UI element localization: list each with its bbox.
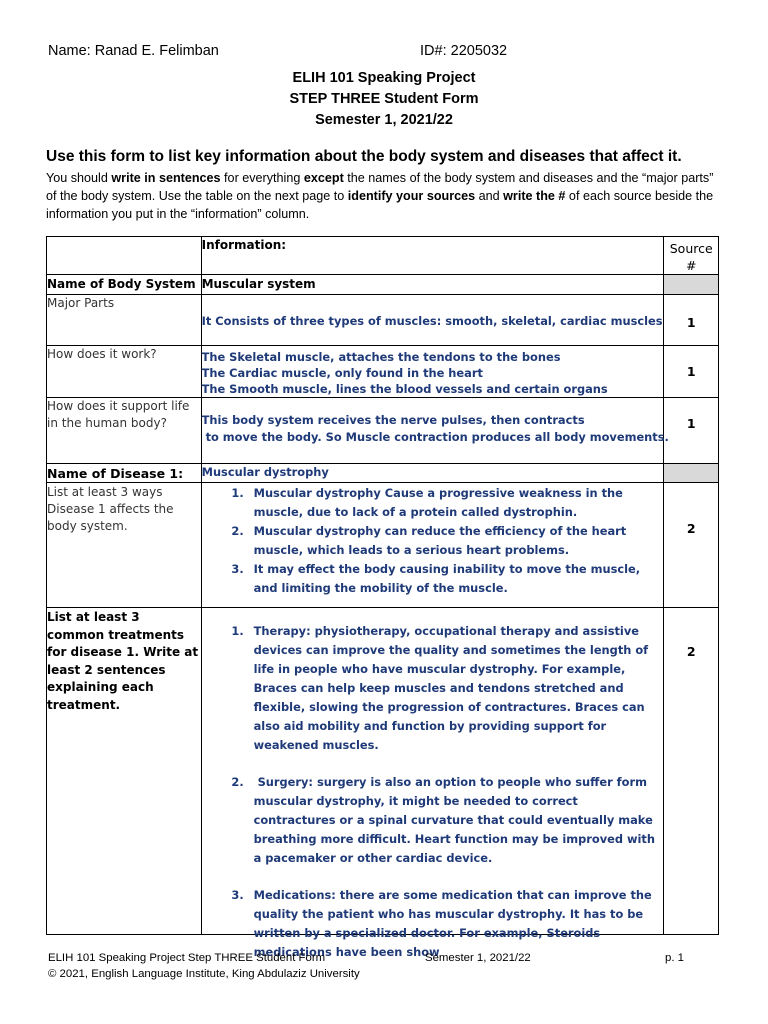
- support-line: This body system receives the nerve pulses, then contracts: [201, 412, 585, 427]
- list-item: 2. Surgery: surgery is also an option to people who suffer form muscular dystrophy, it might be needed to correct contractures or a spinal curvature that could eventually make breathing more difficult. Heart function may be improved with a pacemaker or other cardiac device.: [248, 773, 664, 868]
- major-parts-source: 1: [664, 294, 719, 345]
- how-work-info: [201, 345, 664, 397]
- doc-title-line1: ELIH 101 Speaking Project: [292, 70, 476, 86]
- table-row: [47, 463, 719, 483]
- list-item: 1. Muscular dystrophy Cause a progressive weakness in the muscle, due to lack of a protein called dystrophin.: [248, 484, 664, 522]
- footer-form-name: ELIH 101 Speaking Project Step THREE Student Form: [48, 952, 326, 964]
- table-row: [47, 608, 719, 935]
- source-shaded-cell: [664, 275, 719, 295]
- major-parts-label: Major Parts: [47, 294, 202, 345]
- doc-title-line2: STEP THREE Student Form: [289, 91, 479, 107]
- table-row: [47, 345, 719, 397]
- student-name: Name: Ranad E. Felimban: [48, 43, 219, 59]
- support-label: How does it support life in the human body?: [47, 397, 202, 463]
- major-parts-info: It Consists of three types of muscles: smooth, skeletal, cardiac muscles: [201, 294, 664, 345]
- support-source: 1: [664, 397, 719, 463]
- treatments-source: 2: [664, 608, 719, 935]
- how-work-line: The Skeletal muscle, attaches the tendons to the bones: [201, 349, 561, 364]
- footer-semester: Semester 1, 2021/22: [425, 952, 531, 964]
- treatments-list: [202, 622, 664, 962]
- list-item: 1. Therapy: physiotherapy, occupational therapy and assistive devices can improve the quality and sometimes the length of life in people who have muscular dystrophy. For example, Braces can help keep muscles and tendons stretched and flexible, slowing the progression of contractures. Braces can also aid mobility and function by providing support for weakened muscles.: [248, 622, 664, 755]
- table-row: [47, 397, 719, 463]
- how-work-line: The Cardiac muscle, only found in the heart: [201, 365, 483, 380]
- disease-label: Name of Disease 1:: [47, 463, 202, 483]
- table-row: [47, 294, 719, 345]
- support-info: [201, 397, 669, 463]
- how-work-label: How does it work?: [47, 345, 202, 397]
- how-work-line: The Smooth muscle, lines the blood vessels and certain organs: [201, 381, 608, 396]
- table-header-row: [47, 237, 719, 275]
- table-row: [47, 275, 719, 295]
- list-item: 3. It may effect the body causing inability to move the muscle, and limiting the mobility of the muscle.: [248, 560, 664, 598]
- body-system-value: Muscular system: [201, 275, 664, 295]
- instructions-lead: Use this form to list key information about the body system and diseases that affect it.: [46, 148, 682, 165]
- how-work-source: 1: [664, 345, 719, 397]
- affects-list: [202, 484, 664, 598]
- student-id: ID#: 2205032: [420, 43, 508, 59]
- support-line: to move the body. So Muscle contraction produces all body movements.: [201, 429, 669, 444]
- instructions-paragraph: You should write in sentences for everything except the names of the body system and diseases and the “major parts” of the body system. Use the table on the next page to identify your sources and write the # of each source beside the information you put in the “information” column.: [46, 171, 714, 221]
- student-header: [48, 43, 720, 63]
- treatments-label: List at least 3 common treatments for disease 1. Write at least 2 sentences explaining each treatment.: [47, 608, 202, 935]
- header-empty-cell: [47, 237, 202, 275]
- table-row: [47, 483, 719, 608]
- list-item: 2. Muscular dystrophy can reduce the efficiency of the heart muscle, which leads to a serious heart problems.: [248, 522, 664, 560]
- doc-title-line3: Semester 1, 2021/22: [315, 112, 453, 128]
- affects-source: 2: [664, 483, 719, 608]
- affects-info: [201, 483, 664, 608]
- header-information: Information:: [201, 237, 664, 275]
- footer-copyright: © 2021, English Language Institute, King Abdulaziz University: [48, 968, 360, 980]
- list-item: 3. Medications: there are some medication that can improve the quality the patient who has muscular dystrophy. It has to be written by a specialized doctor. For example, Steroids medications have been show: [248, 886, 664, 962]
- footer-page-number: p. 1: [665, 952, 684, 964]
- affects-label: List at least 3 ways Disease 1 affects the body system.: [47, 483, 202, 608]
- body-system-label: Name of Body System: [47, 275, 202, 295]
- disease-value: Muscular dystrophy: [201, 463, 664, 483]
- header-source: Source #: [664, 237, 719, 275]
- source-shaded-cell: [664, 463, 719, 483]
